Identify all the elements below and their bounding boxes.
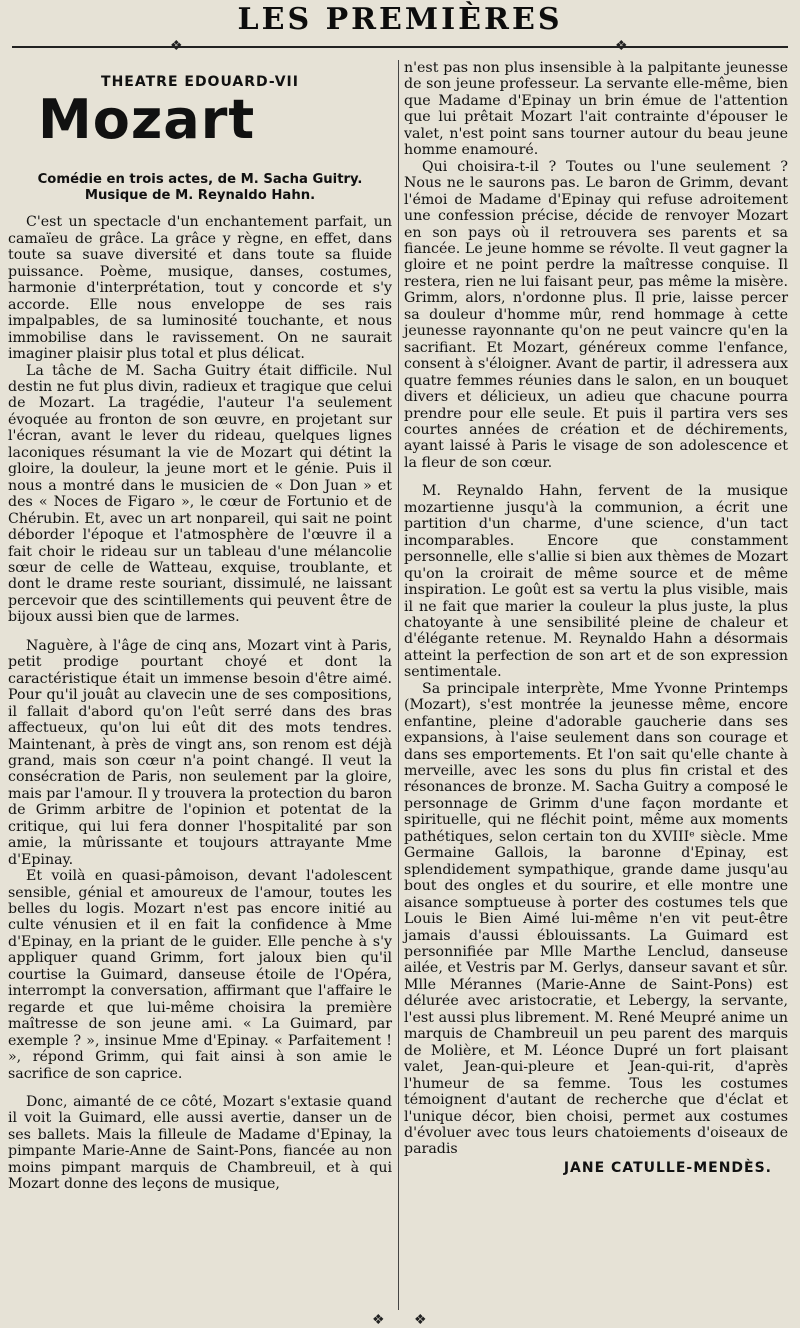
paragraph: Donc, aimanté de ce côté, Mozart s'extasie quand il voit la Guimard, elle aussi avertie, danser un de ses ballets. Mais la filleule de Madame d'Epinay, la pimpante Marie-Anne de Saint-Pons, fiancée au non moins pimpant marquis de Chambreuil, et à qui Mozart donne des leçons de musique, [8,1094,392,1193]
left-column [8,60,392,1193]
paragraph: La tâche de M. Sacha Guitry était difficile. Nul destin ne fut plus divin, radieux et tragique que celui de Mozart. La tragédie, l'auteur l'a seulement évoquée au fronton de son œuvre, en projetant sur l'écran, avant le lever du rideau, quelques lignes laconiques résumant la vie de Mozart qui détint la gloire, la douleur, la jeune mort et le génie. Puis il nous a montré dans le musicien de « Don Juan » et des « Noces de Figaro », le cœur de Fortunio et de Chérubin. Et, avec un art nonpareil, qui sait ne point déborder l'époque et l'atmosphère de l'œuvre il a fait choir le rideau sur un tableau d'une mélancolie sœur de celle de Watteau, exquise, troublante, et dont le drame reste souriant, dissimulé, ne laissant percevoir que des scintillements qui peuvent être de bijoux aussi bien que de larmes. [8,362,392,626]
theatre-name: THEATRE EDOUARD-VII [101,74,299,90]
masthead [0,0,800,52]
ornament-icon: ❖ [372,1312,385,1328]
ornament-icon: ❖ [414,1312,427,1328]
masthead-rule [12,46,788,48]
author-signature: JANE CATULLE-MENDÈS. [563,1159,772,1176]
paragraph: C'est un spectacle d'un enchantement parfait, un camaïeu de grâce. La grâce y règne, en effet, dans toute sa suave diversité et dans toute sa fluide puissance. Poème, musique, danses, costumes, harmonie d'interprétation, tout y concorde et s'y accorde. Elle nous enveloppe de ses rais impalpables, de sa luminosité touchante, et nous immobilise dans le ravissement. On ne saurait imaginer plaisir plus total et plus délicat. [8,214,392,363]
subtitle-line: Musique de M. Reynaldo Hahn. [84,188,316,204]
paragraph: Naguère, à l'âge de cinq ans, Mozart vint à Paris, petit prodige pourtant choyé et dont la caractéristique était un immense besoin d'être aimé. Pour qu'il jouât au clavecin une de ses compositions, il fallait d'abord qu'on l'eût serré dans des bras affectueux, qu'on lui eût dit des mots tendres. Maintenant, à près de vingt ans, son renom est déjà grand, mais son cœur n'a point changé. Il veut la consécration de Paris, non seulement par la gloire, mais par l'amour. Il y trouvera la protection du baron de Grimm arbitre de l'opinion et potentat de la critique, qui lui fera donner l'hospitalité par son amie, la mûrissante et toujours attrayante Mme d'Epinay. [8,637,392,868]
play-title: Mozart [38,88,256,152]
paragraph: Sa principale interprète, Mme Yvonne Printemps (Mozart), s'est montrée la jeunesse même, encore enfantine, pleine d'adorable gaucherie dans ses expansions, à l'aise seulement dans son courage et dans ses emportements. Et l'on sait qu'elle chante à merveille, avec les sons du plus fin cristal et des résonances de bronze. M. Sacha Guitry a composé le personnage de Grimm d'une façon mordante et spirituelle, qui ne fléchit point, même aux moments pathétiques, selon certain ton du XVIIIᵉ siècle. Mme Germaine Gallois, la baronne d'Epinay, est splendidement sympathique, grande dame jusqu'au bout des ongles et du sourire, et elle montre une aisance somptueuse à porter des costumes tels que Louis le Bien Aimé lui-même n'en vit peut-être jamais d'aussi éblouissants. La Guimard est personnifiée par Mlle Marthe Lenclud, danseuse ailée, et Vestris par M. Gerlys, danseur savant et sûr. Mlle Mérannes (Marie-Anne de Saint-Pons) est délurée avec aristocratie, et Lebergy, la servante, l'est aussi plus librement. M. René Meupré anime un marquis de Chambreuil un peu parent des marquis de Molière, et M. Léonce Dupré un fort plaisant valet, Jean-qui-pleure et Jean-qui-rit, d'après l'humeur de sa femme. Tous les costumes témoignent d'autant de recherche que d'éclat et l'unique décor, bien choisi, permet aux costumes d'évoluer avec tous leurs chatoiements d'oiseaux de paradis [404,680,788,1158]
subtitle [8,172,392,204]
subtitle-line: Comédie en trois actes, de M. Sacha Guitry. [37,172,363,188]
right-column [404,60,788,1176]
paragraph: Qui choisira-t-il ? Toutes ou l'une seulement ? Nous ne le saurons pas. Le baron de Grimm, devant l'émoi de Madame d'Epinay qui refuse adroitement une confession précise, décide de renvoyer Mozart en son pays où il retrouvera ses parents et sa fiancée. Le jeune homme se révolte. Il veut gagner la gloire et ne point perdre la maîtresse conquise. Il restera, rien ne lui faisant peur, pas même la misère. Grimm, alors, n'ordonne plus. Il prie, laisse percer sa douleur d'homme mûr, rend hommage à cette jeunesse rayonnante qu'on ne peut vaincre qu'en la sacrifiant. Et Mozart, généreux comme l'enfance, consent à s'éloigner. Avant de partir, il adressera aux quatre femmes réunies dans le salon, en un bouquet divers et délicieux, un adieu que chacune pourra prendre pour elle seule. Et puis il partira vers ses courtes années de création et de déchirements, ayant laissé à Paris le visage de son adolescence et la fleur de son cœur. [404,158,788,471]
paragraph: M. Reynaldo Hahn, fervent de la musique mozartienne jusqu'à la communion, a écrit une partition d'un charme, d'une science, d'un tact incomparables. Encore que constamment personnelle, elle s'allie si bien aux thèmes de Mozart qu'on la croirait de même source et de même inspiration. Le goût est sa vertu la plus visible, mais il ne fait que marier la couleur la plus juste, la plus chatoyante à une sensibilité pleine de chaleur et d'élégante retenue. M. Reynaldo Hahn a désormais atteint la perfection de son art et de son expression sentimentale. [404,483,788,681]
column-divider [398,60,399,1310]
paragraph: Et voilà en quasi-pâmoison, devant l'adolescent sensible, génial et amoureux de l'amour, toutes les belles du logis. Mozart n'est pas encore initié au culte vénusien et il en fait la confidence à Mme d'Epinay, en la priant de le guider. Elle penche à s'y appliquer quand Grimm, fort jaloux bien qu'il courtise la Guimard, danseuse étoile de l'Opéra, interrompt la conversation, affirmant que l'affaire le regarde et que lui-même choisira la première maîtresse de son jeune ami. « La Guimard, par exemple ? », insinue Mme d'Epinay. « Parfaitement ! », répond Grimm, qui fait ainsi à son amie le sacrifice de son caprice. [8,868,392,1082]
paragraph: n'est pas non plus insensible à la palpitante jeunesse de son jeune professeur. La servante elle-même, bien que Madame d'Epinay un brin émue de l'attention que lui prêtait Mozart l'ait contrainte d'épouser le valet, n'est point sans tourner autour du beau jeune homme enamouré. [404,60,788,159]
section-title: LES PREMIÈRES [237,2,563,37]
